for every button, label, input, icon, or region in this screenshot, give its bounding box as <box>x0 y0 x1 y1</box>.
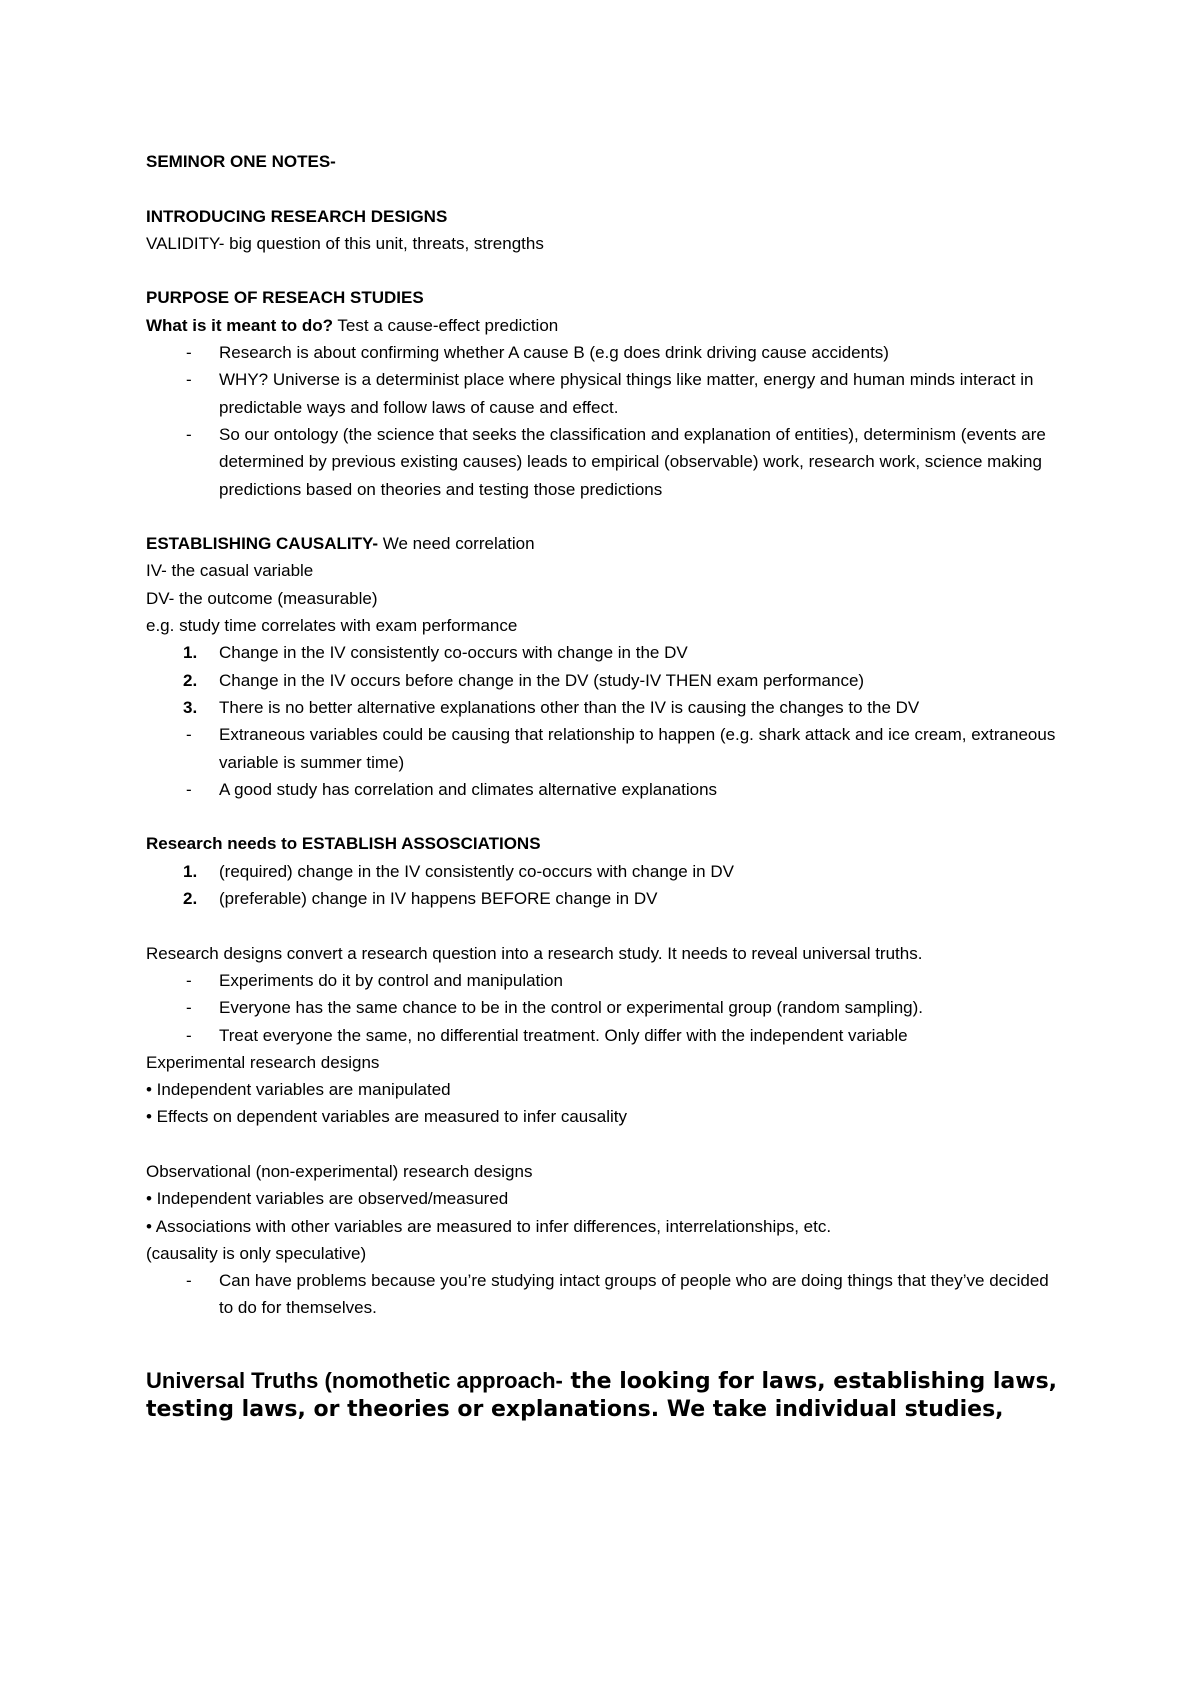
causality-heading <box>146 530 1066 557</box>
purpose-question-bold: What is it meant to do? <box>146 315 333 335</box>
observational-heading: Observational (non-experimental) research designs <box>146 1161 533 1181</box>
observational-bullet-list <box>146 1267 1066 1322</box>
list-item: - Research is about confirming whether A cause B (e.g does drink driving cause accidents) <box>146 339 1066 366</box>
list-text: There is no better alternative explanations other than the IV is causing the changes to the DV <box>219 697 920 717</box>
observational-note: (causality is only speculative) <box>146 1243 367 1263</box>
list-item <box>146 694 1066 721</box>
list-item: - Can have problems because you’re studying intact groups of people who are doing things that they’ve decided to do for themselves. <box>146 1267 1066 1322</box>
universal-truths-rest: the looking for laws, establishing laws, testing laws, or theories or explanations. We take individual studies, <box>146 1369 1058 1423</box>
designs-bullet-list <box>146 967 1066 1049</box>
list-item: - Everyone has the same chance to be in the control or experimental group (random sampling). <box>146 994 1066 1021</box>
iv-definition: IV- the casual variable <box>146 561 314 581</box>
list-text: (required) change in the IV consistently co-occurs with change in DV <box>219 861 734 881</box>
page-title: SEMINOR ONE NOTES- <box>146 152 336 171</box>
purpose-question-rest: Test a cause-effect prediction <box>333 315 559 335</box>
causality-heading-bold: ESTABLISHING CAUSALITY- <box>146 534 379 554</box>
list-text: Change in the IV occurs before change in the DV (study-IV THEN exam performance) <box>219 670 865 690</box>
list-item: - WHY? Universe is a determinist place where physical things like matter, energy and human minds interact in predictable ways and follow laws of cause and effect. <box>146 366 1066 421</box>
example-line: e.g. study time correlates with exam performance <box>146 616 518 636</box>
causality-bullet-list <box>146 721 1066 803</box>
document-body <box>146 148 1066 1424</box>
list-item <box>146 858 1066 885</box>
list-text: (preferable) change in IV happens BEFORE change in DV <box>219 889 658 909</box>
list-item <box>146 639 1066 666</box>
list-item <box>146 885 1066 912</box>
experimental-point: • Effects on dependent variables are measured to infer causality <box>146 1107 627 1127</box>
experimental-point: • Independent variables are manipulated <box>146 1080 451 1100</box>
purpose-question <box>146 312 1066 339</box>
designs-paragraph: Research designs convert a research question into a research study. It needs to reveal universal truths. <box>146 943 923 963</box>
intro-heading: INTRODUCING RESEARCH DESIGNS <box>146 206 448 226</box>
associations-numbered-list <box>146 858 1066 913</box>
experimental-heading: Experimental research designs <box>146 1052 380 1072</box>
causality-numbered-list <box>146 639 1066 721</box>
list-item: - Treat everyone the same, no differential treatment. Only differ with the independent variable <box>146 1022 1066 1049</box>
list-number: 2. <box>183 889 198 909</box>
purpose-heading: PURPOSE OF RESEACH STUDIES <box>146 288 424 308</box>
dv-definition: DV- the outcome (measurable) <box>146 588 378 608</box>
observational-point: • Associations with other variables are measured to infer differences, interrelationships, etc. <box>146 1216 832 1236</box>
universal-truths-paragraph <box>146 1367 1066 1424</box>
list-item: - Experiments do it by control and manipulation <box>146 967 1066 994</box>
list-number: 1. <box>183 861 198 881</box>
list-item: - A good study has correlation and climates alternative explanations <box>146 776 1066 803</box>
list-item: - Extraneous variables could be causing that relationship to happen (e.g. shark attack and ice cream, extraneous variable is summer time) <box>146 721 1066 776</box>
observational-point: • Independent variables are observed/measured <box>146 1189 509 1209</box>
list-item: - So our ontology (the science that seeks the classification and explanation of entities), determinism (events are determined by previous existing causes) leads to empirical (observable) work, research work, science making predictions based on theories and testing those predictions <box>146 421 1066 503</box>
validity-line: VALIDITY- big question of this unit, threats, strengths <box>146 233 544 253</box>
list-text: Change in the IV consistently co-occurs with change in the DV <box>219 643 688 663</box>
purpose-bullet-list <box>146 339 1066 503</box>
universal-truths-lead: Universal Truths (nomothetic approach- <box>146 1368 563 1394</box>
associations-heading: Research needs to ESTABLISH ASSOSCIATIONS <box>146 834 541 854</box>
list-item <box>146 667 1066 694</box>
causality-heading-rest: We need correlation <box>378 534 535 554</box>
list-number: 1. <box>183 643 198 663</box>
list-number: 2. <box>183 670 198 690</box>
list-number: 3. <box>183 697 198 717</box>
